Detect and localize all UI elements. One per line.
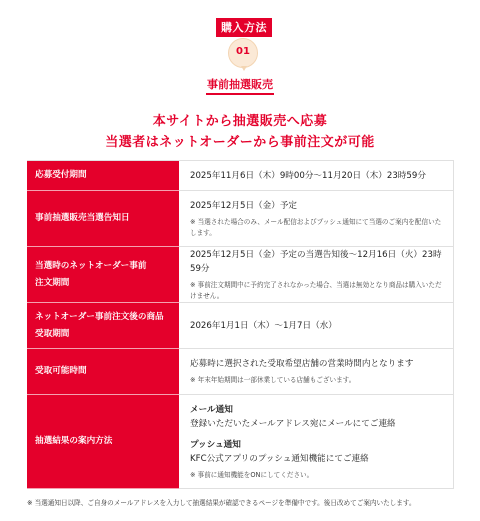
row-value: 2025年11月6日（木）9時00分〜11月20日（木）23時59分 xyxy=(179,161,454,190)
row-note: ※ 事前注文期間中に予約完了されなかった場合、当選は無効となり商品は購入いただけません。 xyxy=(190,280,442,300)
section-title-underline xyxy=(206,93,274,95)
headline-line-2: 当選者はネットオーダーから事前注文が可能 xyxy=(105,135,375,150)
row-label: 事前抽選販売当選告知日 xyxy=(27,191,179,247)
row-value: 2025年12月5日（金）予定 ※ 当選された場合のみ、メール配信およびプッシュ通知にて当選のご案内を配信いたします。 xyxy=(179,191,454,246)
table-row xyxy=(27,191,454,247)
mail-notification-title: メール通知 xyxy=(190,404,233,415)
headline-line-1: 本サイトから抽選販売へ応募 xyxy=(152,114,328,129)
row-note: ※ 年末年始期間は一部休業している店舗もございます。 xyxy=(190,376,356,384)
table-row xyxy=(27,161,454,191)
table-row xyxy=(27,349,454,395)
row-value: 応募時に選択された受取希望店舗の営業時間内となります ※ 年末年始期間は一部休業している店舗もございます。 xyxy=(179,349,454,394)
row-label: 当選時のネットオーダー事前 注文期間 xyxy=(27,247,179,303)
mail-notification-text: 登録いただいたメールアドレス宛にメールにてご連絡 xyxy=(190,418,396,429)
row-label: 受取可能時間 xyxy=(27,349,179,395)
row-value: 2026年1月1日（木）〜1月7日（水） xyxy=(179,303,454,348)
row-label: 抽選結果の案内方法 xyxy=(27,395,179,489)
footnote: ※ 当選通知日以降、ご自身のメールアドレスを入力して抽選結果が確認できるページを準備中です。後日改めてご案内いたします。 xyxy=(27,499,416,507)
table-row xyxy=(27,303,454,349)
row-label: 応募受付期間 xyxy=(27,161,179,191)
push-notification-title: プッシュ通知 xyxy=(190,439,241,450)
table-row xyxy=(27,395,454,489)
row-note: ※ 事前に通知機能をONにしてください。 xyxy=(190,470,314,479)
step-number: 01 xyxy=(236,46,250,57)
table-row xyxy=(27,247,454,303)
purchase-method-badge: 購入方法 xyxy=(216,18,272,37)
step-number-circle xyxy=(228,38,258,68)
section-title: 事前抽選販売 xyxy=(207,78,273,91)
row-note: ※ 当選された場合のみ、メール配信およびプッシュ通知にて当選のご案内を配信いたします。 xyxy=(190,217,442,237)
row-value xyxy=(179,395,454,488)
row-value: 2025年12月5日（金）予定の当選告知後〜12月16日（火）23時59分 ※ 事前注文期間中に予約完了されなかった場合、当選は無効となり商品は購入いただけません。 xyxy=(179,247,454,302)
push-notification-text: KFC公式アプリのプッシュ通知機能にてご連絡 xyxy=(190,453,369,464)
step-circle-pointer xyxy=(241,66,247,71)
row-label: ネットオーダー事前注文後の商品 受取期間 xyxy=(27,303,179,349)
schedule-table xyxy=(27,160,454,489)
